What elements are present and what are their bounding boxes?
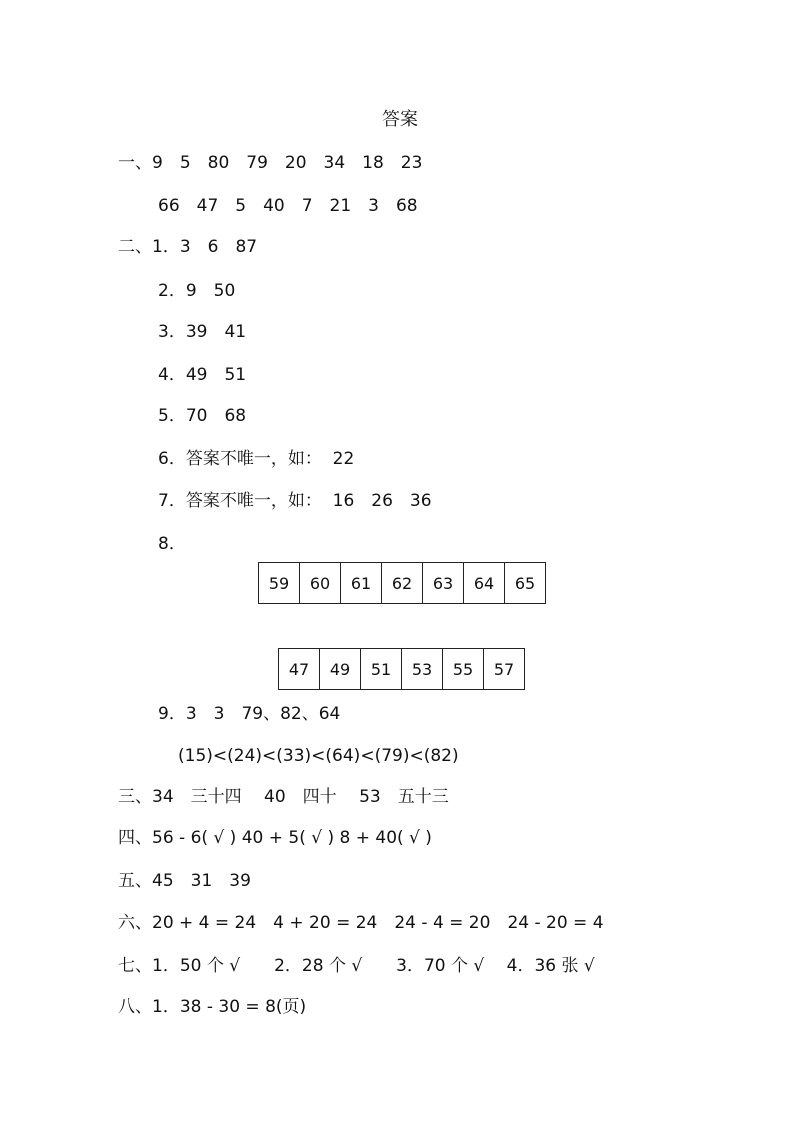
section1-line1: 一、9 5 80 79 20 34 18 23: [118, 153, 423, 173]
grid-cell: 59: [258, 562, 299, 604]
grid-cell: 51: [360, 648, 401, 690]
section1-line2: 66 47 5 40 7 21 3 68: [158, 196, 418, 216]
section2-item1: 二、1．3 6 87: [118, 237, 258, 257]
section2-item7: 7．答案不唯一，如： 16 26 36: [158, 491, 432, 511]
section7-line: 七、1．50 个 √ 2．28 个 √ 3．70 个 √ 4．36 张 √: [118, 956, 595, 976]
section2-item8: 8．: [158, 534, 186, 554]
section2-item9: 9．3 3 79、82、64: [158, 704, 341, 724]
grid-cell: 47: [278, 648, 319, 690]
section5-line: 五、45 31 39: [118, 871, 251, 891]
section4-line: 四、56 - 6( √ ) 40 + 5( √ ) 8 + 40( √ ): [118, 828, 432, 848]
section2-item6: 6．答案不唯一，如： 22: [158, 449, 355, 469]
grid-cell: 53: [401, 648, 442, 690]
page-title: 答案: [382, 109, 418, 130]
section6-line: 六、20 + 4 = 24 4 + 20 = 24 24 - 4 = 20 24 - 20 = 4: [118, 913, 604, 933]
grid-cell: 57: [483, 648, 525, 690]
grid-cell: 63: [422, 562, 463, 604]
grid-cell: 55: [442, 648, 483, 690]
number-grid-1: [258, 562, 546, 603]
section8-line: 八、1．38 - 30 = 8(页): [118, 997, 307, 1017]
grid-cell: 49: [319, 648, 360, 690]
section3-line: 三、34 三十四 40 四十 53 五十三: [118, 787, 449, 807]
section2-item3: 3．39 41: [158, 322, 247, 342]
section2-item4: 4．49 51: [158, 365, 247, 385]
section2-item9-ordering: (15)<(24)<(33)<(64)<(79)<(82): [178, 746, 459, 766]
grid-cell: 65: [504, 562, 546, 604]
section2-item5: 5．70 68: [158, 406, 247, 426]
grid-cell: 61: [340, 562, 381, 604]
grid-cell: 62: [381, 562, 422, 604]
grid-cell: 64: [463, 562, 504, 604]
grid-cell: 60: [299, 562, 340, 604]
number-grid-2: [278, 648, 525, 689]
section2-item2: 2．9 50: [158, 281, 236, 301]
